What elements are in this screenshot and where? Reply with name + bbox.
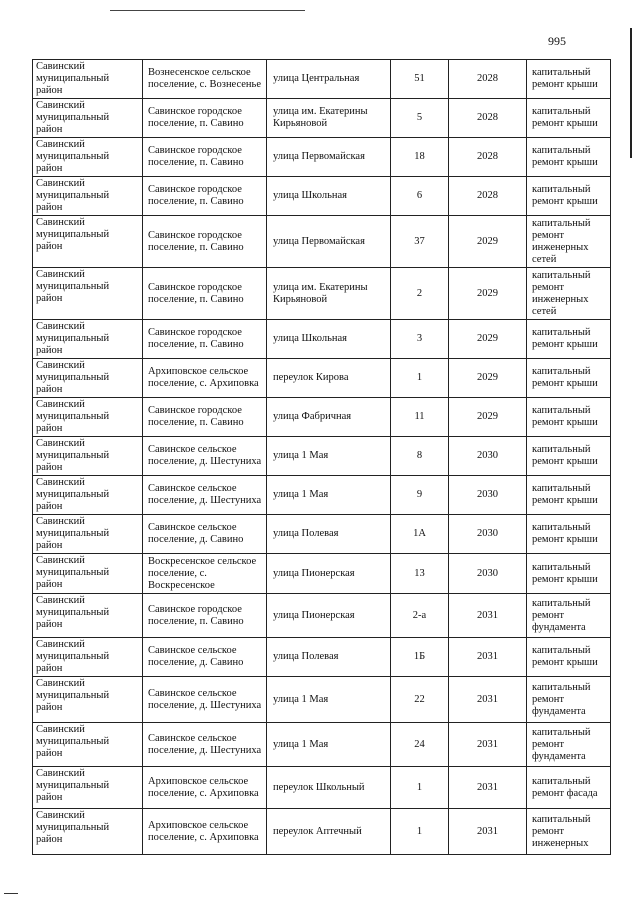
work-type-cell: капитальный ремонт крыши: [527, 177, 611, 216]
district-cell: Савинский муниципальный район: [33, 594, 143, 638]
street-cell: улица Школьная: [267, 320, 391, 359]
work-type-cell: капитальный ремонт фундамента: [527, 677, 611, 723]
year-cell: 2031: [449, 767, 527, 809]
street-cell: улица Первомайская: [267, 138, 391, 177]
house-number-cell: 24: [391, 723, 449, 767]
year-cell: 2029: [449, 359, 527, 398]
settlement-cell: Савинское городское поселение, п. Савино: [143, 268, 267, 320]
year-cell: 2031: [449, 809, 527, 855]
work-type-cell: капитальный ремонт фундамента: [527, 594, 611, 638]
house-number-cell: 5: [391, 99, 449, 138]
table-row: [33, 320, 611, 359]
table-row: [33, 554, 611, 594]
table-row: [33, 60, 611, 99]
house-number-cell: 1А: [391, 515, 449, 554]
work-type-cell: капитальный ремонт крыши: [527, 437, 611, 476]
house-number-cell: 3: [391, 320, 449, 359]
district-cell: Савинский муниципальный район: [33, 60, 143, 99]
work-type-cell: капитальный ремонт инженерных сетей: [527, 268, 611, 320]
table-row: [33, 99, 611, 138]
table-row: [33, 767, 611, 809]
house-number-cell: 1: [391, 359, 449, 398]
house-number-cell: 1: [391, 767, 449, 809]
house-number-cell: 1Б: [391, 638, 449, 677]
table-row: [33, 476, 611, 515]
work-type-cell: капитальный ремонт крыши: [527, 99, 611, 138]
settlement-cell: Савинское городское поселение, п. Савино: [143, 177, 267, 216]
house-number-cell: 18: [391, 138, 449, 177]
street-cell: улица 1 Мая: [267, 476, 391, 515]
year-cell: 2031: [449, 723, 527, 767]
settlement-cell: Савинское сельское поселение, д. Савино: [143, 638, 267, 677]
street-cell: улица Пионерская: [267, 554, 391, 594]
street-cell: улица Полевая: [267, 515, 391, 554]
district-cell: Савинский муниципальный район: [33, 177, 143, 216]
work-type-cell: капитальный ремонт фасада: [527, 767, 611, 809]
year-cell: 2029: [449, 216, 527, 268]
table-row: [33, 177, 611, 216]
street-cell: улица Пионерская: [267, 594, 391, 638]
district-cell: Савинский муниципальный район: [33, 476, 143, 515]
house-number-cell: 37: [391, 216, 449, 268]
year-cell: 2030: [449, 554, 527, 594]
house-number-cell: 11: [391, 398, 449, 437]
year-cell: 2030: [449, 437, 527, 476]
table-row: [33, 437, 611, 476]
settlement-cell: Савинское городское поселение, п. Савино: [143, 216, 267, 268]
settlement-cell: Савинское сельское поселение, д. Шестуниха: [143, 723, 267, 767]
work-type-cell: капитальный ремонт крыши: [527, 476, 611, 515]
top-rule: [110, 10, 305, 11]
street-cell: улица 1 Мая: [267, 677, 391, 723]
house-number-cell: 22: [391, 677, 449, 723]
district-cell: Савинский муниципальный район: [33, 515, 143, 554]
street-cell: улица 1 Мая: [267, 437, 391, 476]
work-type-cell: капитальный ремонт крыши: [527, 359, 611, 398]
street-cell: улица им. Екатерины Кирьяновой: [267, 99, 391, 138]
year-cell: 2030: [449, 515, 527, 554]
house-number-cell: 2: [391, 268, 449, 320]
district-cell: Савинский муниципальный район: [33, 359, 143, 398]
year-cell: 2029: [449, 320, 527, 359]
table-row: [33, 359, 611, 398]
work-type-cell: капитальный ремонт инженерных: [527, 809, 611, 855]
table-row: [33, 677, 611, 723]
year-cell: 2029: [449, 398, 527, 437]
table-row: [33, 809, 611, 855]
district-cell: Савинский муниципальный район: [33, 677, 143, 723]
settlement-cell: Архиповское сельское поселение, с. Архиповка: [143, 809, 267, 855]
district-cell: Савинский муниципальный район: [33, 554, 143, 594]
street-cell: улица Первомайская: [267, 216, 391, 268]
district-cell: Савинский муниципальный район: [33, 268, 143, 320]
table-row: [33, 594, 611, 638]
house-number-cell: 51: [391, 60, 449, 99]
settlement-cell: Савинское сельское поселение, д. Шестуниха: [143, 677, 267, 723]
street-cell: переулок Аптечный: [267, 809, 391, 855]
work-type-cell: капитальный ремонт фундамента: [527, 723, 611, 767]
page-number: 995: [548, 34, 566, 48]
table-row: [33, 515, 611, 554]
house-number-cell: 13: [391, 554, 449, 594]
district-cell: Савинский муниципальный район: [33, 638, 143, 677]
year-cell: 2029: [449, 268, 527, 320]
district-cell: Савинский муниципальный район: [33, 723, 143, 767]
settlement-cell: Савинское сельское поселение, д. Шестуниха: [143, 437, 267, 476]
district-cell: Савинский муниципальный район: [33, 216, 143, 268]
year-cell: 2031: [449, 594, 527, 638]
district-cell: Савинский муниципальный район: [33, 320, 143, 359]
district-cell: Савинский муниципальный район: [33, 398, 143, 437]
settlement-cell: Савинское городское поселение, п. Савино: [143, 398, 267, 437]
year-cell: 2028: [449, 60, 527, 99]
year-cell: 2028: [449, 138, 527, 177]
house-number-cell: 9: [391, 476, 449, 515]
district-cell: Савинский муниципальный район: [33, 138, 143, 177]
settlement-cell: Архиповское сельское поселение, с. Архиповка: [143, 767, 267, 809]
settlement-cell: Савинское сельское поселение, д. Шестуниха: [143, 476, 267, 515]
work-type-cell: капитальный ремонт крыши: [527, 60, 611, 99]
settlement-cell: Савинское городское поселение, п. Савино: [143, 138, 267, 177]
year-cell: 2031: [449, 638, 527, 677]
street-cell: улица Полевая: [267, 638, 391, 677]
house-number-cell: 8: [391, 437, 449, 476]
house-number-cell: 1: [391, 809, 449, 855]
table-row: [33, 723, 611, 767]
street-cell: улица Фабричная: [267, 398, 391, 437]
district-cell: Савинский муниципальный район: [33, 809, 143, 855]
work-type-cell: капитальный ремонт крыши: [527, 515, 611, 554]
work-type-cell: капитальный ремонт крыши: [527, 398, 611, 437]
scan-edge-mark: [630, 28, 632, 158]
work-type-cell: капитальный ремонт инженерных сетей: [527, 216, 611, 268]
settlement-cell: Савинское городское поселение, п. Савино: [143, 99, 267, 138]
table-row: [33, 268, 611, 320]
work-type-cell: капитальный ремонт крыши: [527, 138, 611, 177]
table-row: [33, 638, 611, 677]
settlement-cell: Савинское сельское поселение, д. Савино: [143, 515, 267, 554]
work-type-cell: капитальный ремонт крыши: [527, 638, 611, 677]
settlement-cell: Савинское городское поселение, п. Савино: [143, 594, 267, 638]
work-type-cell: капитальный ремонт крыши: [527, 320, 611, 359]
house-number-cell: 2-а: [391, 594, 449, 638]
settlement-cell: Вознесенское сельское поселение, с. Вознесенье: [143, 60, 267, 99]
settlement-cell: Архиповское сельское поселение, с. Архиповка: [143, 359, 267, 398]
district-cell: Савинский муниципальный район: [33, 767, 143, 809]
district-cell: Савинский муниципальный район: [33, 99, 143, 138]
district-cell: Савинский муниципальный район: [33, 437, 143, 476]
corner-mark: [4, 893, 18, 894]
year-cell: 2028: [449, 177, 527, 216]
table-row: [33, 138, 611, 177]
year-cell: 2031: [449, 677, 527, 723]
street-cell: улица Школьная: [267, 177, 391, 216]
work-type-cell: капитальный ремонт крыши: [527, 554, 611, 594]
street-cell: улица 1 Мая: [267, 723, 391, 767]
house-number-cell: 6: [391, 177, 449, 216]
year-cell: 2030: [449, 476, 527, 515]
street-cell: переулок Школьный: [267, 767, 391, 809]
settlement-cell: Савинское городское поселение, п. Савино: [143, 320, 267, 359]
buildings-repair-table: [32, 59, 611, 855]
table-row: [33, 398, 611, 437]
street-cell: улица им. Екатерины Кирьяновой: [267, 268, 391, 320]
settlement-cell: Воскресенское сельское поселение, с. Воскресенское: [143, 554, 267, 594]
table-row: [33, 216, 611, 268]
year-cell: 2028: [449, 99, 527, 138]
street-cell: улица Центральная: [267, 60, 391, 99]
street-cell: переулок Кирова: [267, 359, 391, 398]
